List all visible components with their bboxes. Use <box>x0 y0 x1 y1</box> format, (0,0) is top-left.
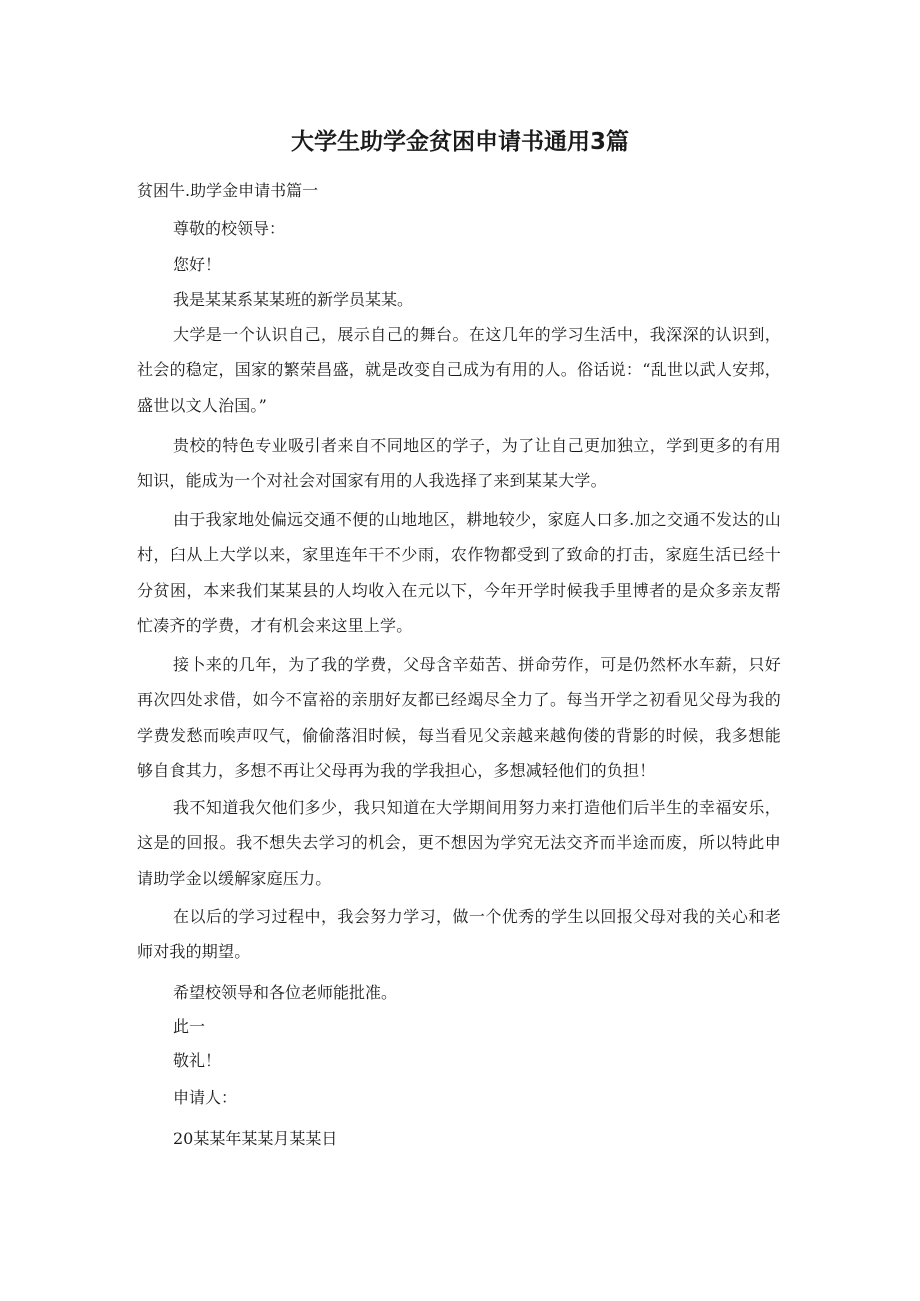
closing-line-2: 敬礼！ <box>173 1051 222 1070</box>
closing-hope: 希望校领导和各位老师能批准。 <box>173 983 398 1002</box>
paragraph-1: 大学是一个认识自己，展示自己的舞台。在这几年的学习生活中，我深深的认识到，社会的稳定，国家的繁荣昌盛，就是改变自己成为有用的人。俗话说：“乱世以武人安邦，盛世以文人治国。” <box>137 325 781 415</box>
date-line: 20某某年某某月某某日 <box>173 1129 338 1148</box>
paragraph-3: 由于我家地处偏远交通不便的山地地区，耕地较少，家庭人口多.加之交通不发达的山村，臼从上大学以来，家里连年干不少雨，农作物都受到了致命的打击，家庭生活已经十分贫困，本来我们某某县的人均收入在元以下，今年开学时候我手里博者的是众多亲友帮忙凑齐的学费，才有机会来这里上学。 <box>137 510 781 636</box>
paragraph-4: 接卜来的几年，为了我的学费，父母含辛茹苦、拼命劳作，可是仍然杯水车薪，只好再次四处求借，如今不富裕的亲朋好友都已经竭尽全力了。每当开学之初看见父母为我的学费发愁而唉声叹气，偷偷落泪时候，每当看见父亲越来越佝偻的背影的时候，我多想能够自食其力，多想不再让父母再为我的学我担心，多想减轻他们的负担！ <box>137 655 781 781</box>
salutation: 尊敬的校领导： <box>173 219 286 238</box>
document-title: 大学生助学金贫困申请书通用3篇 <box>290 129 629 155</box>
paragraph-2: 贵校的特色专业吸引者来自不同地区的学子，为了让自己更加独立，学到更多的有用知识，能成为一个对社会对国家有用的人我选择了来到某某大学。 <box>137 436 781 491</box>
section-heading: 贫困牛.助学金申请书篇一 <box>137 181 319 200</box>
paragraph-5: 我不知道我欠他们多少，我只知道在大学期间用努力来打造他们后半生的幸福安乐，这是的回报。我不想失去学习的机会，更不想因为学究无法交齐而半途而废，所以特此申请助学金以缓解家庭压力。 <box>137 798 781 888</box>
intro-line: 我是某某系某某班的新学员某某。 <box>173 290 414 309</box>
closing-line-1: 此一 <box>173 1017 206 1036</box>
paragraph-6: 在以后的学习过程中，我会努力学习，做一个优秀的学生以回报父母对我的关心和老师对我的期望。 <box>137 907 781 962</box>
greeting: 您好！ <box>173 255 222 274</box>
applicant-line: 申请人： <box>173 1088 238 1107</box>
